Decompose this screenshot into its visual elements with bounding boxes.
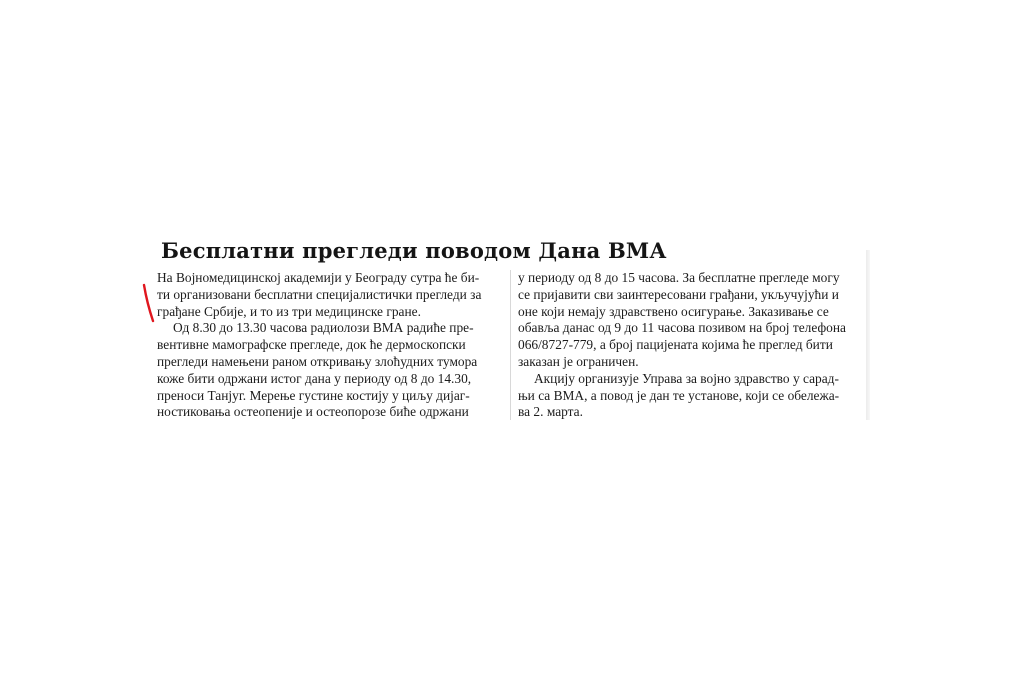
text-line: Од 8.30 до 13.30 часова радиолози ВМА радиће пре-	[173, 320, 474, 336]
text-line: грађане Србије, и то из три медицинске гране.	[157, 303, 421, 319]
text-line: вентивне мамографске прегледе, док ће дермоскопски	[157, 337, 466, 353]
red-annotation-stroke	[144, 285, 153, 321]
news-clipping	[135, 230, 870, 450]
right-column	[518, 270, 870, 421]
text-line: ва 2. марта.	[518, 404, 583, 420]
article-headline: Бесплатни прегледи поводом Дана ВМА	[161, 238, 667, 263]
text-line: заказан је ограничен.	[518, 353, 639, 369]
text-line: коже бити одржани истог дана у периоду од 8 до 14.30,	[157, 370, 472, 386]
text-line: њи са ВМА, а повод је дан те установе, који се обележа-	[518, 387, 840, 403]
red-annotation-mark	[140, 283, 160, 323]
text-line: у периоду од 8 до 15 часова. За бесплатне прегледе могу	[518, 270, 840, 285]
column-divider	[510, 270, 511, 420]
text-line: обавља данас од 9 до 11 часова позивом на број телефона	[518, 320, 846, 336]
text-line: прегледи намењени раном откривању злоћудних тумора	[157, 353, 478, 369]
text-line: На Војномедицинској академији у Београду сутра ће би-	[157, 270, 480, 285]
text-line: се пријавити сви заинтересовани грађани, укључујући и	[518, 286, 839, 302]
text-line: преноси Танјуг. Мерење густине костију у циљу дијаг-	[157, 387, 470, 403]
scan-edge-shadow	[866, 250, 870, 420]
text-line: ностиковања остеопеније и остеопорозе биће одржани	[157, 404, 469, 420]
text-line: оне који немају здравствено осигурање. Заказивање се	[518, 303, 829, 319]
text-line: ти организовани бесплатни специјалистички прегледи за	[157, 286, 482, 302]
text-line: Акцију организује Управа за војно здравство у сарад-	[534, 370, 839, 386]
left-column	[157, 270, 509, 421]
text-line: 066/8727-779, а број пацијената којима ће преглед бити	[518, 337, 833, 353]
